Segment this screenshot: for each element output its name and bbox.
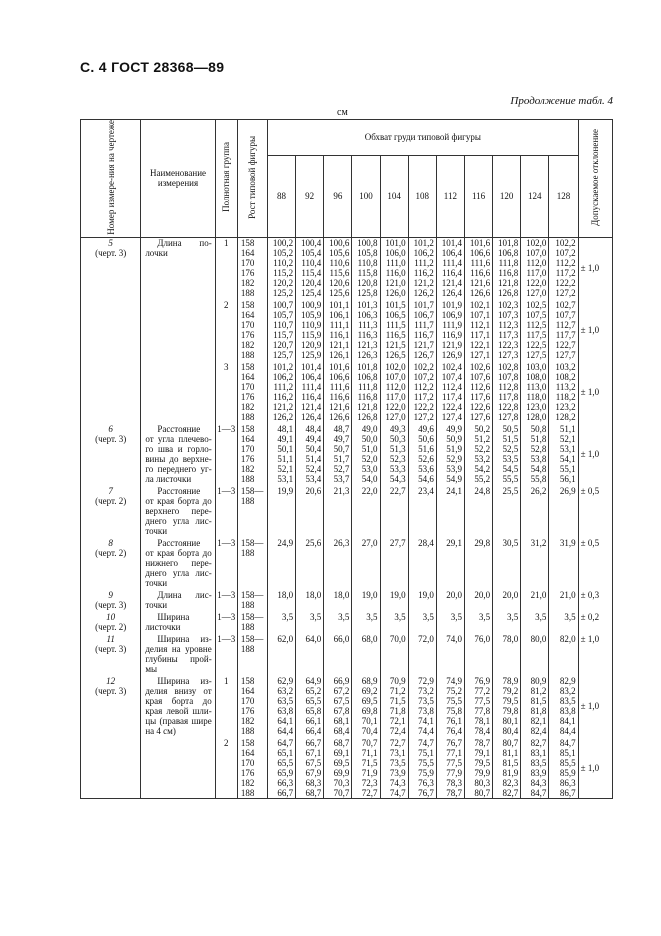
header-girth-108: 108	[408, 155, 436, 237]
measurement-name: Длина лис- точки	[141, 590, 215, 610]
height-values: 158 164 170 176 182 188	[237, 424, 267, 484]
value-cell: 51,1 52,1 53,1 54,1 55,1 56,1	[549, 424, 578, 484]
value-cell: 18,0	[296, 590, 324, 610]
value-cell: 100,7 105,7 110,7 115,7 120,7 125,7	[267, 300, 295, 360]
value-cell: 102,6 107,6 112,6 117,6 122,6 127,6	[464, 362, 492, 422]
value-cell: 101,8 106,8 111,8 116,8 121,8 126,8	[493, 237, 521, 298]
value-cell: 62,9 63,2 63,5 63,8 64,1 64,4	[267, 676, 295, 736]
value-cell: 72,9 73,2 73,5 73,8 74,1 74,4	[408, 676, 436, 736]
value-cell: 103,0 108,0 113,0 118,0 123,0 128,0	[521, 362, 549, 422]
value-cell: 19,9	[267, 486, 295, 536]
tolerance-value: ± 1,0	[578, 362, 612, 422]
fullness-group: 3	[215, 362, 237, 422]
value-cell: 3,5	[324, 612, 352, 632]
value-cell: 49,0 50,0 51,0 52,0 53,0 54,0	[352, 424, 380, 484]
value-cell: 80,9 81,2 81,5 81,8 82,1 82,4	[521, 676, 549, 736]
value-cell: 82,9 83,2 83,5 83,8 84,1 84,4	[549, 676, 578, 736]
table-row	[81, 237, 613, 298]
value-cell: 78,0	[493, 634, 521, 674]
value-cell: 30,5	[493, 538, 521, 588]
value-cell: 70,7 71,1 71,5 71,9 72,3 72,7	[352, 738, 380, 799]
tolerance-value: ± 0,5	[578, 486, 612, 536]
header-number: Номер измере-ния на чертеже	[81, 120, 141, 238]
value-cell: 50,5 51,5 52,5 53,5 54,5 55,5	[493, 424, 521, 484]
measurement-number: 9 (черт. 3)	[81, 590, 141, 610]
value-cell: 3,5	[436, 612, 464, 632]
value-cell: 27,0	[352, 538, 380, 588]
measurement-name	[141, 738, 215, 799]
value-cell: 48,7 49,7 50,7 51,7 52,7 53,7	[324, 424, 352, 484]
value-cell: 3,5	[380, 612, 408, 632]
tolerance-value: ± 0,5	[578, 538, 612, 588]
measurement-name: Расстояние от края борта до нижнего пере- днего угла лис- точки	[141, 538, 215, 588]
value-cell: 101,0 106,0 111,0 116,0 121,0 126,0	[380, 237, 408, 298]
value-cell: 102,4 107,4 112,4 117,4 122,4 127,4	[436, 362, 464, 422]
value-cell: 50,2 51,2 52,2 53,2 54,2 55,2	[464, 424, 492, 484]
tolerance-value: ± 0,3	[578, 590, 612, 610]
value-cell: 66,0	[324, 634, 352, 674]
value-cell: 102,0 107,0 112,0 117,0 122,0 127,0	[380, 362, 408, 422]
value-cell: 20,0	[436, 590, 464, 610]
value-cell: 25,5	[493, 486, 521, 536]
measurements-table	[80, 119, 613, 799]
value-cell: 64,7 65,1 65,5 65,9 66,3 66,7	[267, 738, 295, 799]
value-cell: 20,0	[464, 590, 492, 610]
value-cell: 21,0	[549, 590, 578, 610]
value-cell: 50,8 51,8 52,8 53,8 54,8 55,8	[521, 424, 549, 484]
value-cell: 66,9 67,2 67,5 67,8 68,1 68,4	[324, 676, 352, 736]
value-cell: 64,0	[296, 634, 324, 674]
value-cell: 76,0	[464, 634, 492, 674]
value-cell: 78,7 79,1 79,5 79,9 80,3 80,7	[464, 738, 492, 799]
value-cell: 21,3	[324, 486, 352, 536]
height-values: 158— 188	[237, 634, 267, 674]
fullness-group: 1—3	[215, 612, 237, 632]
page-title: С. 4 ГОСТ 28368—89	[80, 59, 225, 75]
tolerance-value: ± 1,0	[578, 634, 612, 674]
value-cell: 26,3	[324, 538, 352, 588]
value-cell: 100,8 105,8 110,8 115,8 120,8 125,8	[352, 237, 380, 298]
value-cell: 19,0	[408, 590, 436, 610]
value-cell: 74,9 75,2 75,5 75,8 76,1 76,4	[436, 676, 464, 736]
fullness-group: 1—3	[215, 486, 237, 536]
value-cell: 27,7	[380, 538, 408, 588]
value-cell: 66,7 67,1 67,5 67,9 68,3 68,7	[296, 738, 324, 799]
measurement-number	[81, 300, 141, 360]
value-cell: 3,5	[408, 612, 436, 632]
value-cell: 102,5 107,5 112,5 117,5 122,5 127,5	[521, 300, 549, 360]
value-cell: 3,5	[521, 612, 549, 632]
value-cell: 19,0	[380, 590, 408, 610]
tolerance-value: ± 1,0	[578, 237, 612, 298]
fullness-group: 1—3	[215, 538, 237, 588]
value-cell: 29,1	[436, 538, 464, 588]
measurement-number	[81, 738, 141, 799]
value-cell: 18,0	[267, 590, 295, 610]
measurement-name: Ширина листочки	[141, 612, 215, 632]
value-cell: 100,2 105,2 110,2 115,2 120,2 125,2	[267, 237, 295, 298]
value-cell: 49,9 50,9 51,9 52,9 53,9 54,9	[436, 424, 464, 484]
measurement-name: Длина по- лочки	[141, 237, 215, 298]
header-girth-96: 96	[324, 155, 352, 237]
measurement-name: Расстояние от угла плечево- го шва и горло- вины до верхне- го переднего уг- ла листочки	[141, 424, 215, 484]
value-cell: 74,0	[436, 634, 464, 674]
value-cell: 19,0	[352, 590, 380, 610]
measurement-number: 6 (черт. 3)	[81, 424, 141, 484]
height-values: 158 164 170 176 182 188	[237, 738, 267, 799]
value-cell: 26,2	[521, 486, 549, 536]
height-values: 158 164 170 176 182 188	[237, 237, 267, 298]
value-cell: 76,9 77,2 77,5 77,8 78,1 78,4	[464, 676, 492, 736]
value-cell: 49,6 50,6 51,6 52,6 53,6 54,6	[408, 424, 436, 484]
header-girth: Обхват груди типовой фигуры	[267, 120, 578, 156]
header-height: Рост типовой фигуры	[237, 120, 267, 238]
value-cell: 18,0	[324, 590, 352, 610]
value-cell: 31,9	[549, 538, 578, 588]
tolerance-value: ± 1,0	[578, 738, 612, 799]
height-values: 158— 188	[237, 612, 267, 632]
value-cell: 103,2 108,2 113,2 118,2 123,2 128,2	[549, 362, 578, 422]
table-row	[81, 362, 613, 422]
value-cell: 3,5	[296, 612, 324, 632]
fullness-group: 1—3	[215, 634, 237, 674]
table-row	[81, 590, 613, 610]
measurement-name: Ширина из- делия на уровне глубины прой- мы	[141, 634, 215, 674]
value-cell: 101,3 106,3 111,3 116,3 121,3 126,3	[352, 300, 380, 360]
tolerance-value: ± 0,2	[578, 612, 612, 632]
table-continuation-label: Продолжение табл. 4	[510, 95, 613, 107]
value-cell: 101,6 106,6 111,6 116,6 121,6 126,6	[324, 362, 352, 422]
value-cell: 68,9 69,2 69,5 69,8 70,1 70,4	[352, 676, 380, 736]
measurement-name	[141, 300, 215, 360]
header-name: Наименование измерения	[141, 120, 215, 238]
height-values: 158— 188	[237, 486, 267, 536]
measurement-number: 7 (черт. 2)	[81, 486, 141, 536]
header-girth-124: 124	[521, 155, 549, 237]
value-cell: 102,7 107,7 112,7 117,7 122,7 127,7	[549, 300, 578, 360]
value-cell: 24,1	[436, 486, 464, 536]
value-cell: 82,7 83,1 83,5 83,9 84,3 84,7	[521, 738, 549, 799]
header-tolerance: Допускаемое отклонение	[578, 120, 612, 238]
fullness-group: 1	[215, 676, 237, 736]
value-cell: 72,0	[408, 634, 436, 674]
value-cell: 68,0	[352, 634, 380, 674]
value-cell: 48,4 49,4 50,4 51,4 52,4 53,4	[296, 424, 324, 484]
height-values: 158— 188	[237, 590, 267, 610]
value-cell: 102,2 107,2 112,2 117,2 122,2 127,2	[408, 362, 436, 422]
value-cell: 22,0	[352, 486, 380, 536]
measurement-number: 5 (черт. 3)	[81, 237, 141, 298]
value-cell: 101,5 106,5 111,5 116,5 121,5 126,5	[380, 300, 408, 360]
value-cell: 62,0	[267, 634, 295, 674]
value-cell: 101,4 106,4 111,4 116,4 121,4 126,4	[436, 237, 464, 298]
value-cell: 3,5	[464, 612, 492, 632]
measurement-number: 12 (черт. 3)	[81, 676, 141, 736]
value-cell: 82,0	[549, 634, 578, 674]
value-cell: 101,1 106,1 111,1 116,1 121,1 126,1	[324, 300, 352, 360]
value-cell: 101,2 106,2 111,2 116,2 121,2 126,2	[408, 237, 436, 298]
value-cell: 26,9	[549, 486, 578, 536]
measurement-number	[81, 362, 141, 422]
value-cell: 48,1 49,1 50,1 51,1 52,1 53,1	[267, 424, 295, 484]
value-cell: 64,9 65,2 65,5 65,8 66,1 66,4	[296, 676, 324, 736]
table-row	[81, 612, 613, 632]
value-cell: 76,7 77,1 77,5 77,9 78,3 78,7	[436, 738, 464, 799]
value-cell: 102,0 107,0 112,0 117,0 122,0 127,0	[521, 237, 549, 298]
value-cell: 102,2 107,2 112,2 117,2 122,2 127,2	[549, 237, 578, 298]
fullness-group: 1—3	[215, 424, 237, 484]
height-values: 158 164 170 176 182 188	[237, 300, 267, 360]
measurement-number: 10 (черт. 2)	[81, 612, 141, 632]
value-cell: 74,7 75,1 75,5 75,9 76,3 76,7	[408, 738, 436, 799]
fullness-group: 1—3	[215, 590, 237, 610]
measurement-name	[141, 362, 215, 422]
tolerance-value: ± 1,0	[578, 676, 612, 736]
value-cell: 100,9 105,9 110,9 115,9 120,9 125,9	[296, 300, 324, 360]
value-cell: 20,0	[493, 590, 521, 610]
header-girth-128: 128	[549, 155, 578, 237]
value-cell: 101,9 106,9 111,9 116,9 121,9 126,9	[436, 300, 464, 360]
tolerance-value: ± 1,0	[578, 300, 612, 360]
header-fullness: Полнотная группа	[215, 120, 237, 238]
table-row	[81, 738, 613, 799]
header-girth-100: 100	[352, 155, 380, 237]
value-cell: 49,3 50,3 51,3 52,3 53,3 54,3	[380, 424, 408, 484]
fullness-group: 2	[215, 738, 237, 799]
header-girth-120: 120	[493, 155, 521, 237]
table-row	[81, 424, 613, 484]
table-row	[81, 634, 613, 674]
value-cell: 84,7 85,1 85,5 85,9 86,3 86,7	[549, 738, 578, 799]
value-cell: 70,9 71,2 71,5 71,8 72,1 72,4	[380, 676, 408, 736]
value-cell: 29,8	[464, 538, 492, 588]
table-row	[81, 486, 613, 536]
value-cell: 102,8 107,8 112,8 117,8 122,8 127,8	[493, 362, 521, 422]
value-cell: 3,5	[493, 612, 521, 632]
value-cell: 22,7	[380, 486, 408, 536]
value-cell: 68,7 69,1 69,5 69,9 70,3 70,7	[324, 738, 352, 799]
value-cell: 24,9	[267, 538, 295, 588]
value-cell: 80,0	[521, 634, 549, 674]
measurement-number: 11 (черт. 3)	[81, 634, 141, 674]
table-row	[81, 300, 613, 360]
value-cell: 80,7 81,1 81,5 81,9 82,3 82,7	[493, 738, 521, 799]
value-cell: 100,6 105,6 110,6 115,6 120,6 125,6	[324, 237, 352, 298]
value-cell: 101,8 106,8 111,8 116,8 121,8 126,8	[352, 362, 380, 422]
measurement-name: Расстояние от края борта до верхнего пере- днего угла лис- точки	[141, 486, 215, 536]
value-cell: 3,5	[549, 612, 578, 632]
value-cell: 23,4	[408, 486, 436, 536]
header-girth-104: 104	[380, 155, 408, 237]
value-cell: 25,6	[296, 538, 324, 588]
fullness-group: 1	[215, 237, 237, 298]
table-row	[81, 538, 613, 588]
value-cell: 101,6 106,6 111,6 116,6 121,6 126,6	[464, 237, 492, 298]
value-cell: 102,3 107,3 112,3 117,3 122,3 127,3	[493, 300, 521, 360]
value-cell: 21,0	[521, 590, 549, 610]
tolerance-value: ± 1,0	[578, 424, 612, 484]
fullness-group: 2	[215, 300, 237, 360]
height-values: 158 164 170 176 182 188	[237, 362, 267, 422]
header-girth-116: 116	[464, 155, 492, 237]
height-values: 158 164 170 176 182 188	[237, 676, 267, 736]
table-row	[81, 676, 613, 736]
header-girth-92: 92	[296, 155, 324, 237]
height-values: 158— 188	[237, 538, 267, 588]
value-cell: 102,1 107,1 112,1 117,1 122,1 127,1	[464, 300, 492, 360]
value-cell: 100,4 105,4 110,4 115,4 120,4 125,4	[296, 237, 324, 298]
measurement-number: 8 (черт. 2)	[81, 538, 141, 588]
value-cell: 72,7 73,1 73,5 73,9 74,3 74,7	[380, 738, 408, 799]
value-cell: 28,4	[408, 538, 436, 588]
value-cell: 20,6	[296, 486, 324, 536]
value-cell: 78,9 79,2 79,5 79,8 80,1 80,4	[493, 676, 521, 736]
value-cell: 24,8	[464, 486, 492, 536]
header-girth-88: 88	[267, 155, 295, 237]
unit-label: см	[337, 107, 348, 118]
value-cell: 3,5	[352, 612, 380, 632]
measurement-name: Ширина из- делия внизу от края борта до края левой шли- цы (правая шире на 4 см)	[141, 676, 215, 736]
value-cell: 31,2	[521, 538, 549, 588]
value-cell: 101,7 106,7 111,7 116,7 121,7 126,7	[408, 300, 436, 360]
value-cell: 3,5	[267, 612, 295, 632]
value-cell: 101,2 106,2 111,2 116,2 121,2 126,2	[267, 362, 295, 422]
value-cell: 70,0	[380, 634, 408, 674]
value-cell: 101,4 106,4 111,4 116,4 121,4 126,4	[296, 362, 324, 422]
header-girth-112: 112	[436, 155, 464, 237]
